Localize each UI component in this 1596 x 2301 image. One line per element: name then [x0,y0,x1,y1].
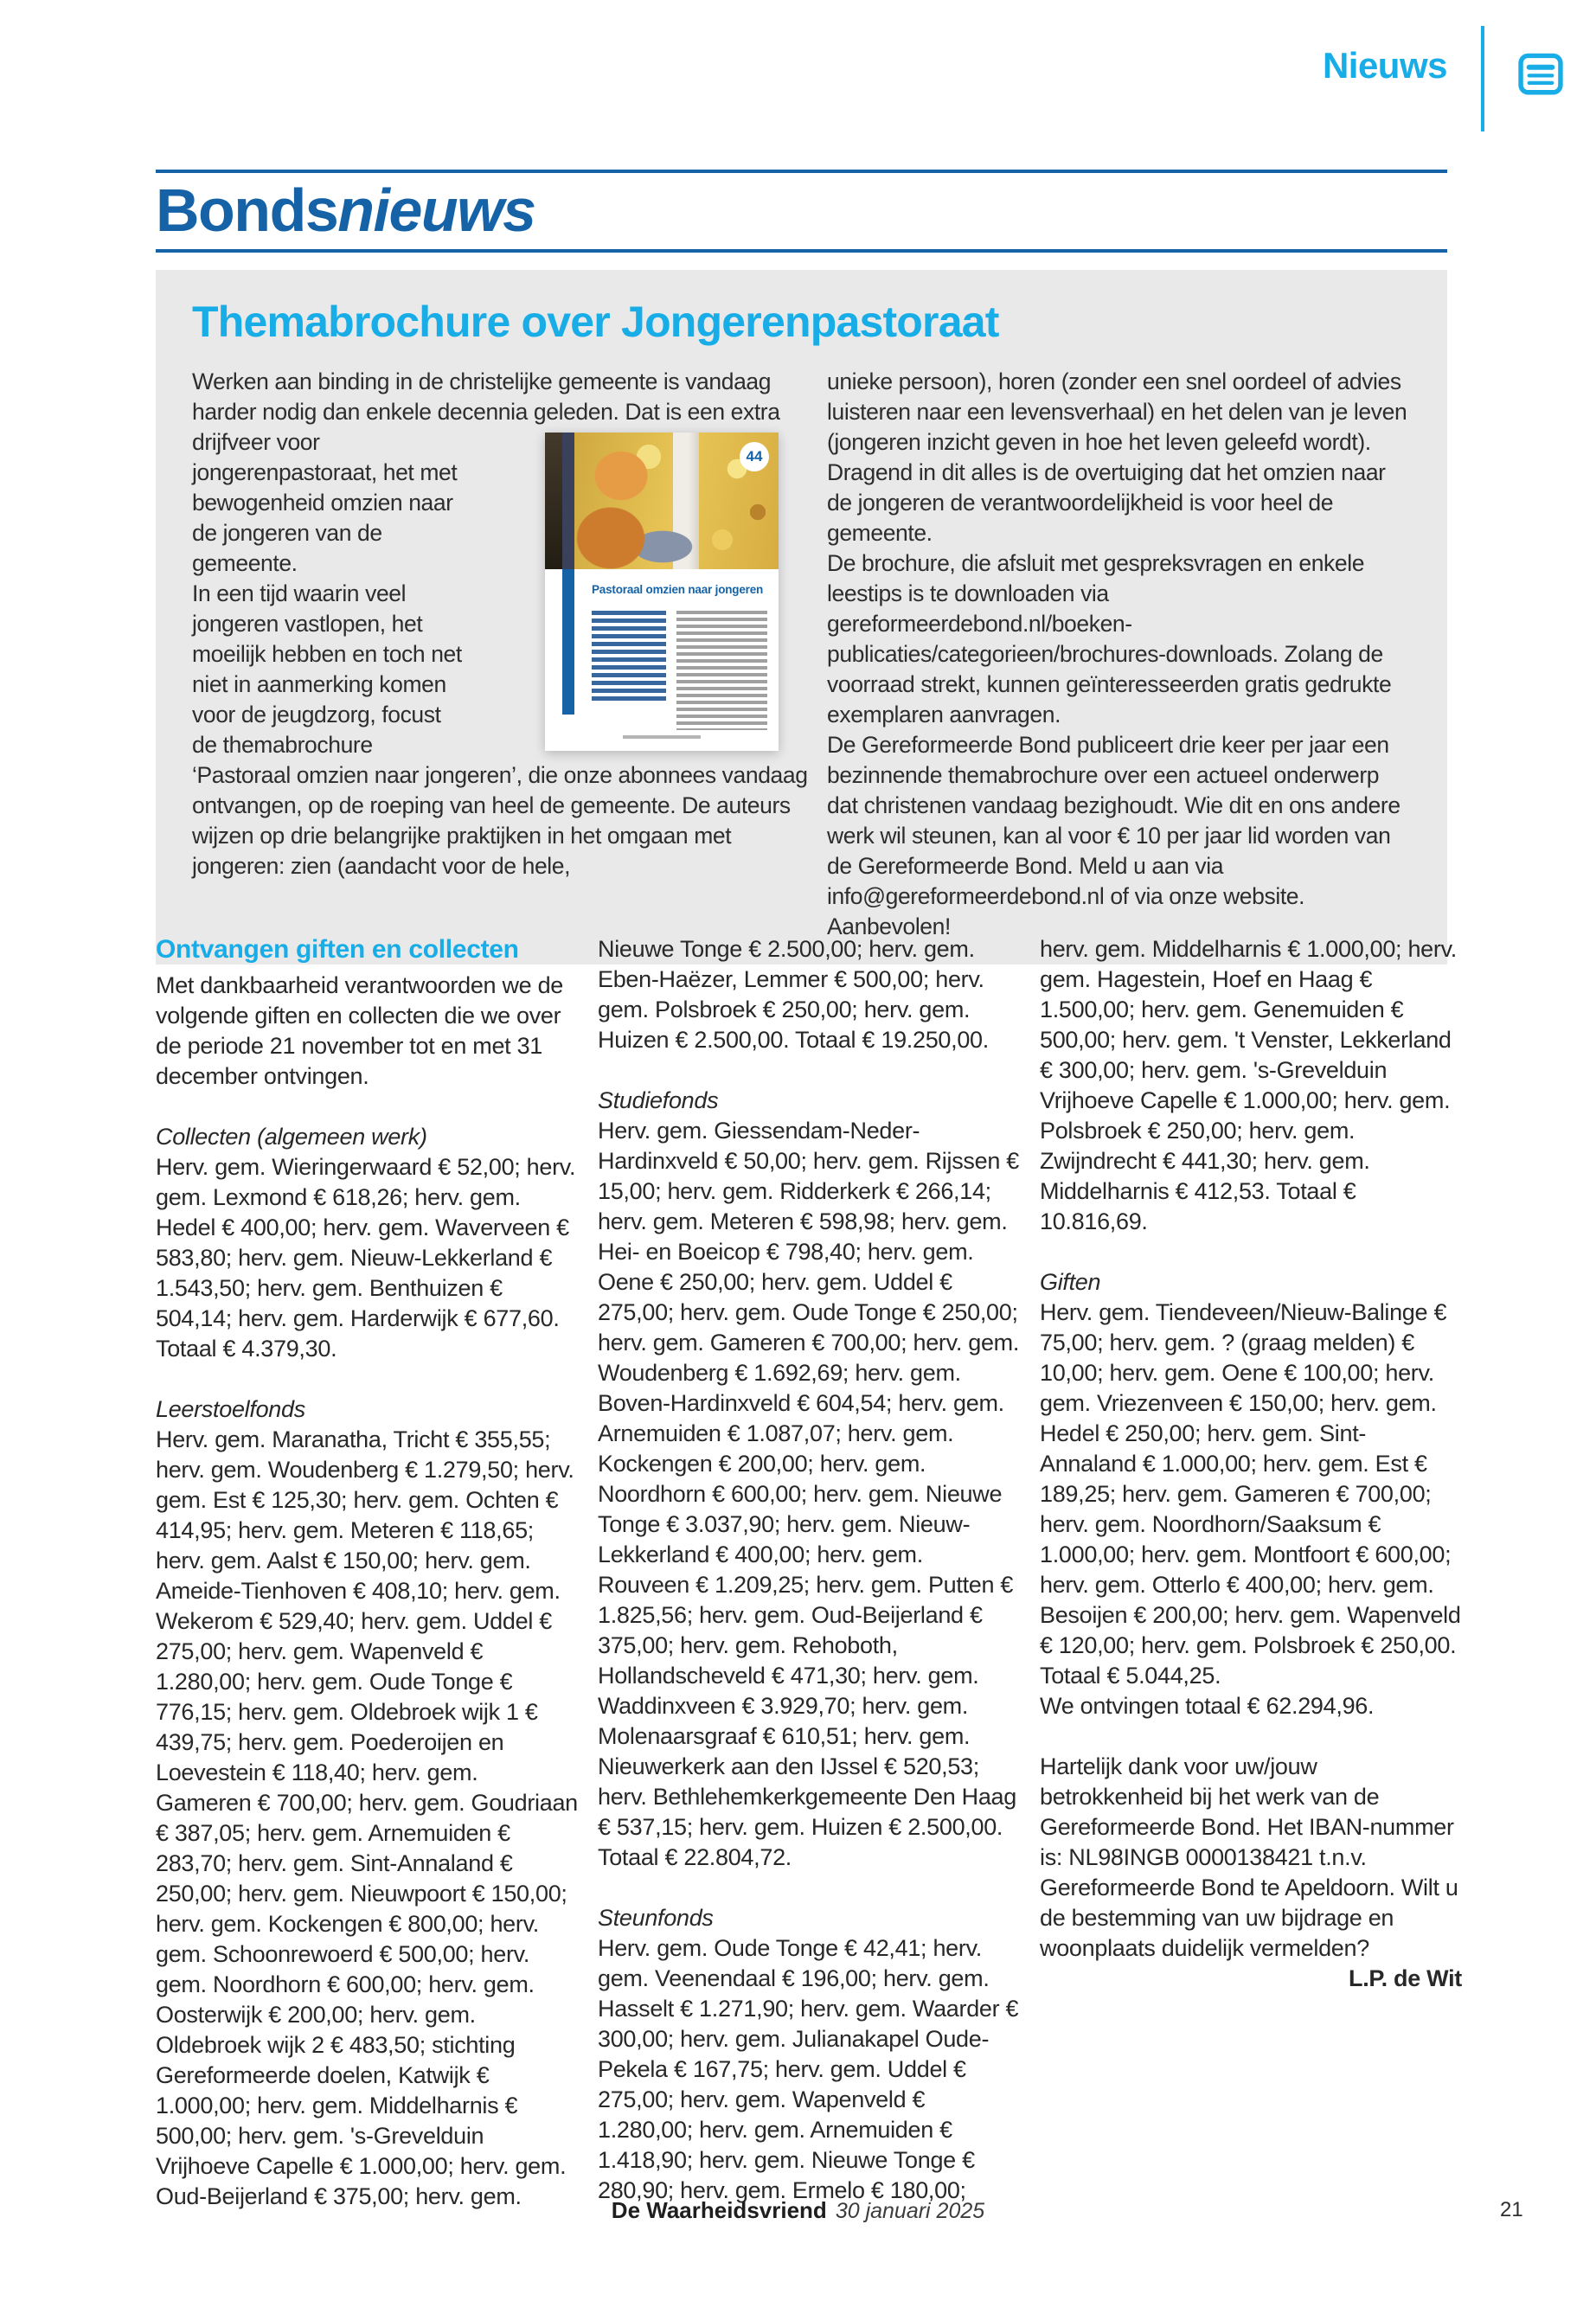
fund-text-collecten: Herv. gem. Wieringerwaard € 52,00; herv. gem. Lexmond € 618,26; herv. gem. Hedel € 400,00; herv. gem. Waverveen € 583,80; herv. gem. Nieuw-Lekkerland € 1.543,50; herv. gem. Benthuizen € 504,14; herv. gem. Harderwijk € 677,60. Totaal € 4.379,30. [156,1154,576,1362]
feature-intro-a: Werken aan binding in de christelijke gemeente is vandaag harder nodig dan enkele decennia geleden. Dat is een extra [192,369,780,425]
donations-section [156,934,1462,2214]
fund-text-giften-total: We ontvingen totaal € 62.294,96. [1040,1693,1375,1719]
brochure-title: Pastoraal omzien naar jongeren [592,583,764,596]
footer-issue-date: 30 januari 2025 [835,2199,985,2223]
masthead [156,170,1447,253]
fund-text-studiefonds: Herv. gem. Giessendam-Neder-Hardinxveld € 50,00; herv. gem. Rijssen € 15,00; herv. gem. Ridderkerk € 266,14; herv. gem. Meteren € 598,98; herv. gem. Hei- en Boeicop € 798,40; herv. gem. Oene € 250,00; herv. gem. Uddel € 275,00; herv. gem. Oude Tonge € 250,00; herv. gem. Gameren € 700,00; herv. gem. Woudenberg € 1.692,69; herv. gem. Boven-Hardinxveld € 604,54; herv. gem. Arnemuiden € 1.087,07; herv. gem. Kockengen € 200,00; herv. gem. Noordhorn € 600,00; herv. gem. Nieuwe Tonge € 3.037,90; herv. gem. Nieuw-Lekkerland € 400,00; herv. gem. Rouveen € 1.209,25; herv. gem. Putten € 1.825,56; herv. gem. Oud-Beijerland € 375,00; herv. gem. Rehoboth, Hollandscheveld € 471,30; herv. gem. Waddinxveen € 3.929,70; herv. gem. Molenaarsgraaf € 610,51; herv. gem. Nieuwerkerk aan den IJssel € 520,53; herv. Bethlehemkerkgemeente Den Haag € 537,15; herv. gem. Huizen € 2.500,00. Totaal € 22.804,72. [598,1118,1020,1870]
feature-paragraph: De brochure, die afsluit met gespreksvragen en enkele leestips is te downloaden via gereformeerdebond.nl/boeken-publicaties/categorieen/brochures-downloads. Zolang de voorraad strekt, kunnen geïnteresseerden gratis gedrukte exemplaren aanvragen. [827,550,1392,727]
news-icon [1516,48,1566,99]
fund-text-steunfonds: Herv. gem. Oude Tonge € 42,41; herv. gem. Veenendaal € 196,00; herv. gem. Hasselt € 1.271,90; herv. gem. Waarder € 300,00; herv. gem. Julianakapel Oude-Pekela € 167,75; herv. gem. Uddel € 275,00; herv. gem. Wapenveld € 1.280,00; herv. gem. Arnemuiden € 1.418,90; herv. gem. Nieuwe Tonge € 280,90; herv. gem. Ermelo € 180,00; herv. gem. Middelharnis € 1.000,00; herv. gem. Hagestein, Hoef en Haag € 1.500,00; herv. gem. Genemuiden € 500,00; herv. gem. 't Venster, Lekkerland € 300,00; herv. gem. 's-Grevelduin Vrijhoeve Capelle € 1.000,00; herv. gem. Polsbroek € 250,00; herv. gem. Zwijndrecht € 441,30; herv. gem. Middelharnis € 412,53. Totaal € 10.816,69. [598,936,1457,2203]
feature-intro-b: drijfveer voor jongerenpastoraat, het met bewogenheid omzien naar de jongeren van de gemeente. [192,429,458,576]
donations-intro: Met dankbaarheid verantwoorden we de volgende giften en collecten die we over de periode 21 november tot en met 31 december ontvingen. [156,972,564,1089]
brochure-photo [545,433,779,569]
brochure-page-badge: 44 [740,442,769,471]
feature-paragraph: In een tijd waarin veel jongeren vastlopen, het moeilijk hebben en toch net niet in aanmerking komen voor de jeugdzorg, focust de themabrochure ‘Pastoraal omzien naar jongeren’, die onze abonnees vandaag ontvangen, op de roeping van heel de gemeente. De auteurs wijzen op drie belangrijke praktijken in het omgaan met jongeren: zien (aandacht voor de hele, [192,580,808,879]
brochure-cover [545,433,779,751]
brochure-text-block-right [676,611,767,730]
fund-label-studiefonds: Studiefonds [598,1087,719,1113]
brochure-text-block-left [592,611,666,702]
footer-magazine-name: De Waarheidsvriend [611,2197,827,2223]
brochure-accent-bar [562,569,574,715]
masthead-bold: Bonds [156,176,338,244]
feature-paragraph: De Gereformeerde Bond publiceert drie keer per jaar een bezinnende themabrochure over een actueel onderwerp dat christenen vandaag bezighoudt. Wie dit en ons andere werk wil steunen, kan al voor € 10 per jaar lid worden van de Gereformeerde Bond. Meld u aan via info@gereformeerdebond.nl of via onze website. Aanbevolen! [827,732,1401,939]
fund-label-collecten: Collecten (algemeen werk) [156,1124,427,1150]
feature-column-right [827,367,1414,942]
masthead-italic: nieuws [337,176,535,244]
fund-label-leerstoelfonds: Leerstoelfonds [156,1396,305,1422]
fund-label-steunfonds: Steunfonds [598,1905,714,1931]
feature-panel [156,270,1447,965]
fund-text-leerstoelfonds: Herv. gem. Maranatha, Tricht € 355,55; herv. gem. Woudenberg € 1.279,50; herv. gem. Est € 125,30; herv. gem. Ochten € 414,95; herv. gem. Meteren € 118,65; herv. gem. Aalst € 150,00; herv. gem. Ameide-Tienhoven € 408,10; herv. gem. Wekerom € 529,40; herv. gem. Uddel € 275,00; herv. gem. Wapenveld € 1.280,00; herv. gem. Oude Tonge € 776,15; herv. gem. Oldebroek wijk 1 € 439,75; herv. gem. Poederoijen en Loevestein € 118,40; herv. gem. Gameren € 700,00; herv. gem. Goudriaan € 387,05; herv. gem. Arnemuiden € 283,70; herv. gem. Sint-Annaland € 250,00; herv. gem. Nieuwpoort € 150,00; herv. gem. Kockengen € 800,00; herv. gem. Schoonrewoerd € 500,00; herv. gem. Noordhorn € 600,00; herv. gem. Oosterwijk € 200,00; herv. gem. Oldebroek wijk 2 € 483,50; stichting Gereformeerde doelen, Katwijk € 1.000,00; herv. gem. Middelharnis € 500,00; herv. gem. 's-Grevelduin Vrijhoeve Capelle € 1.000,00; herv. gem. Oud-Beijerland € 375,00; herv. gem. Nieuwe Tonge € 2.500,00; herv. gem. Eben-Haëzer, Lemmer € 500,00; herv. gem. Polsbroek € 250,00; herv. gem. Huizen € 2.500,00. Totaal € 19.250,00. [156,936,989,2209]
footer [0,2197,1596,2224]
donations-heading: Ontvangen giften en collecten [156,935,519,964]
section-label: Nieuws [1322,45,1447,86]
feature-title: Themabrochure over Jongerenpastoraat [192,298,999,346]
fund-text-giften: Herv. gem. Tiendeveen/Nieuw-Balinge € 75,00; herv. gem. ? (graag melden) € 10,00; herv. gem. Oene € 100,00; herv. gem. Vriezenveen € 150,00; herv. gem. Hedel € 250,00; herv. gem. Sint-Annaland € 1.000,00; herv. gem. Est € 189,25; herv. gem. Gameren € 700,00; herv. gem. Noordhorn/Saaksum € 1.000,00; herv. gem. Montfoort € 600,00; herv. gem. Otterlo € 400,00; herv. gem. Besoijen € 200,00; herv. gem. Wapenveld € 120,00; herv. gem. Polsbroek € 250,00. Totaal € 5.044,25. [1040,1299,1461,1689]
donations-closing: Hartelijk dank voor uw/jouw betrokkenheid bij het werk van de Gereformeerde Bond. Het IBAN-nummer is: NL98INGB 0000138421 t.n.v. Gereformeerde Bond te Apeldoorn. Wilt u de bestemming van uw bijdrage en woonplaats duidelijk vermelden? [1040,1753,1458,1961]
feature-columns [192,367,1414,942]
fund-label-giften: Giften [1040,1269,1101,1295]
page-number: 21 [1500,2198,1523,2221]
header-divider [1481,26,1484,131]
feature-paragraph [192,367,813,596]
feature-paragraph: unieke persoon), horen (zonder een snel oordeel of advies luisteren naar een levensverhaal) en het delen van je leven (jongeren inzicht geven in hoe het leven geleefd wordt). Dragend in dit alles is de overtuiging dat het omzien naar de jongeren de verantwoordelijkheid is voor heel de gemeente. [827,369,1407,546]
feature-column-left [192,367,813,942]
author-signature: L.P. de Wit [1349,1965,1462,1991]
brochure-footer-line [623,735,701,739]
